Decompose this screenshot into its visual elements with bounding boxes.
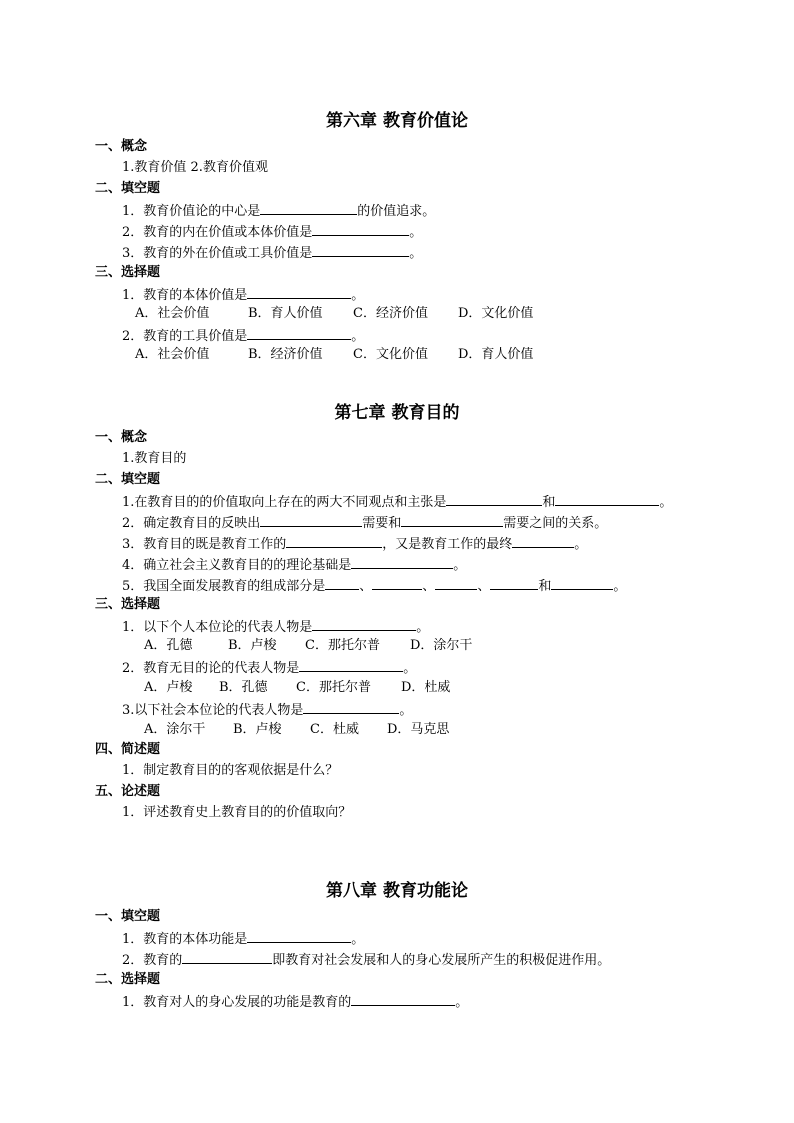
ch7-fill-5 <box>122 577 626 595</box>
ch6-choice-1 <box>122 286 364 304</box>
answer-blank[interactable] <box>303 701 399 714</box>
ch8-section-choice: 二、选择题 <box>95 972 161 987</box>
question-text: 和 <box>542 495 556 510</box>
separator: 、 <box>477 579 491 594</box>
separator: 、 <box>422 579 436 594</box>
question-text: 1．教育的本体价值是 <box>122 288 248 303</box>
ch6-choice-2-options <box>135 347 533 363</box>
option-c[interactable]: C．文化价值 <box>353 347 428 362</box>
option-c[interactable]: C．那托尔普 <box>305 638 380 653</box>
answer-blank[interactable] <box>325 577 359 590</box>
chapter-6-title: 第六章 教育价值论 <box>326 111 468 131</box>
answer-blank[interactable] <box>351 993 455 1006</box>
question-text: 2．教育无目的论的代表人物是 <box>122 661 300 676</box>
option-b[interactable]: B．卢梭 <box>233 722 282 737</box>
answer-blank[interactable] <box>286 535 382 548</box>
question-text: 。 <box>351 329 365 344</box>
question-text: 。 <box>399 703 413 718</box>
option-d[interactable]: D．文化价值 <box>458 306 534 321</box>
question-text: 1．教育对人的身心发展的功能是教育的 <box>122 995 352 1010</box>
chapter-8-title: 第八章 教育功能论 <box>326 881 468 901</box>
ch6-fill-2 <box>122 223 422 241</box>
answer-blank[interactable] <box>372 577 422 590</box>
answer-blank[interactable] <box>401 514 503 527</box>
answer-blank[interactable] <box>260 514 362 527</box>
ch7-fill-3 <box>122 535 587 553</box>
ch7-concept-list: 1.教育目的 <box>122 451 187 466</box>
question-text: 。 <box>403 661 417 676</box>
question-text: 4．确立社会主义教育目的的理论基础是 <box>122 558 352 573</box>
option-a[interactable]: A．卢梭 <box>144 680 193 695</box>
ch7-choice-3 <box>122 701 412 719</box>
question-text: 即教育对社会发展和人的身心发展所产生的积极促进作用。 <box>272 953 611 968</box>
question-text: 和 <box>538 579 552 594</box>
question-text: 。 <box>351 932 365 947</box>
ch6-section-concepts: 一、概念 <box>95 139 148 154</box>
answer-blank[interactable] <box>247 327 351 340</box>
answer-blank[interactable] <box>312 244 409 257</box>
question-text: 。 <box>416 620 430 635</box>
ch6-choice-1-options <box>135 306 533 322</box>
option-d[interactable]: D．涂尔干 <box>410 638 473 653</box>
question-text: 1．教育的本体功能是 <box>122 932 248 947</box>
answer-blank[interactable] <box>312 618 416 631</box>
question-text: 2．教育的 <box>122 953 183 968</box>
answer-blank[interactable] <box>512 535 574 548</box>
option-b[interactable]: B．卢梭 <box>228 638 277 653</box>
answer-blank[interactable] <box>446 493 542 506</box>
ch7-choice-1-options <box>144 638 472 654</box>
question-text: 3．教育的外在价值或工具价值是 <box>122 246 313 261</box>
option-d[interactable]: D．杜威 <box>401 680 451 695</box>
ch7-fill-2 <box>122 514 607 532</box>
option-c[interactable]: C．杜威 <box>310 722 359 737</box>
separator: 、 <box>359 579 373 594</box>
ch6-section-choice: 三、选择题 <box>95 265 161 280</box>
answer-blank[interactable] <box>555 493 659 506</box>
ch6-fill-3 <box>122 244 422 262</box>
answer-blank[interactable] <box>490 577 538 590</box>
answer-blank[interactable] <box>312 223 409 236</box>
question-text: 需要和 <box>362 516 402 531</box>
question-text: 的价值追求。 <box>357 204 436 219</box>
option-a[interactable]: A．涂尔干 <box>144 722 206 737</box>
question-text: 。 <box>351 288 365 303</box>
answer-blank[interactable] <box>435 577 477 590</box>
question-text: 3.以下社会本位论的代表人物是 <box>122 703 304 718</box>
question-text: 1.在教育目的的价值取向上存在的两大不同观点和主张是 <box>122 495 447 510</box>
question-text: 。 <box>455 995 469 1010</box>
question-text: 。 <box>409 246 423 261</box>
ch6-choice-2 <box>122 327 364 345</box>
ch7-choice-1 <box>122 618 429 636</box>
ch7-essay-1: 1．评述教育史上教育目的的价值取向？ <box>122 805 352 820</box>
question-text: 。 <box>453 558 467 573</box>
option-b[interactable]: B．孔德 <box>219 680 268 695</box>
ch7-section-short-answer: 四、简述题 <box>95 742 161 757</box>
question-text: 5．我国全面发展教育的组成部分是 <box>122 579 326 594</box>
question-text: 1．教育价值论的中心是 <box>122 204 261 219</box>
question-text: 。 <box>409 225 423 240</box>
ch7-choice-3-options <box>144 722 449 738</box>
option-a[interactable]: A．社会价值 <box>135 306 210 321</box>
question-text: 2．教育的工具价值是 <box>122 329 248 344</box>
option-a[interactable]: A．孔德 <box>144 638 193 653</box>
ch6-concept-list: 1.教育价值 2.教育价值观 <box>122 160 268 175</box>
option-c[interactable]: C．经济价值 <box>353 306 428 321</box>
option-d[interactable]: D．育人价值 <box>458 347 534 362</box>
ch7-choice-2-options <box>144 680 450 696</box>
chapter-7-title: 第七章 教育目的 <box>334 403 460 423</box>
answer-blank[interactable] <box>351 556 453 569</box>
ch7-fill-1 <box>122 493 672 511</box>
ch6-fill-1 <box>122 202 435 220</box>
answer-blank[interactable] <box>260 202 357 215</box>
question-text: ，又是教育工作的最终 <box>382 537 513 552</box>
answer-blank[interactable] <box>299 659 403 672</box>
ch8-fill-1 <box>122 930 364 948</box>
ch7-section-essay: 五、论述题 <box>95 784 161 799</box>
ch7-fill-4 <box>122 556 466 574</box>
option-b[interactable]: B．经济价值 <box>248 347 323 362</box>
ch8-section-fill: 一、填空题 <box>95 909 161 924</box>
ch7-section-fill: 二、填空题 <box>95 472 161 487</box>
ch7-choice-2 <box>122 659 416 677</box>
ch8-choice-1 <box>122 993 468 1011</box>
question-text: 2．确定教育目的反映出 <box>122 516 261 531</box>
question-text: 。 <box>659 495 673 510</box>
ch8-fill-2 <box>122 951 610 969</box>
answer-blank[interactable] <box>182 951 272 964</box>
answer-blank[interactable] <box>247 930 351 943</box>
option-a[interactable]: A．社会价值 <box>135 347 210 362</box>
question-text: 。 <box>613 579 627 594</box>
option-b[interactable]: B．育人价值 <box>248 306 323 321</box>
question-text: 。 <box>574 537 588 552</box>
answer-blank[interactable] <box>247 286 351 299</box>
option-c[interactable]: C．那托尔普 <box>296 680 371 695</box>
question-text: 3．教育目的既是教育工作的 <box>122 537 287 552</box>
option-d[interactable]: D．马克思 <box>387 722 450 737</box>
answer-blank[interactable] <box>551 577 613 590</box>
ch7-section-choice: 三、选择题 <box>95 597 161 612</box>
question-text: 2．教育的内在价值或本体价值是 <box>122 225 313 240</box>
ch7-short-answer-1: 1．制定教育目的的客观依据是什么？ <box>122 763 339 778</box>
ch7-section-concepts: 一、概念 <box>95 430 148 445</box>
question-text: 1．以下个人本位论的代表人物是 <box>122 620 313 635</box>
question-text: 需要之间的关系。 <box>503 516 608 531</box>
ch6-section-fill: 二、填空题 <box>95 181 161 196</box>
